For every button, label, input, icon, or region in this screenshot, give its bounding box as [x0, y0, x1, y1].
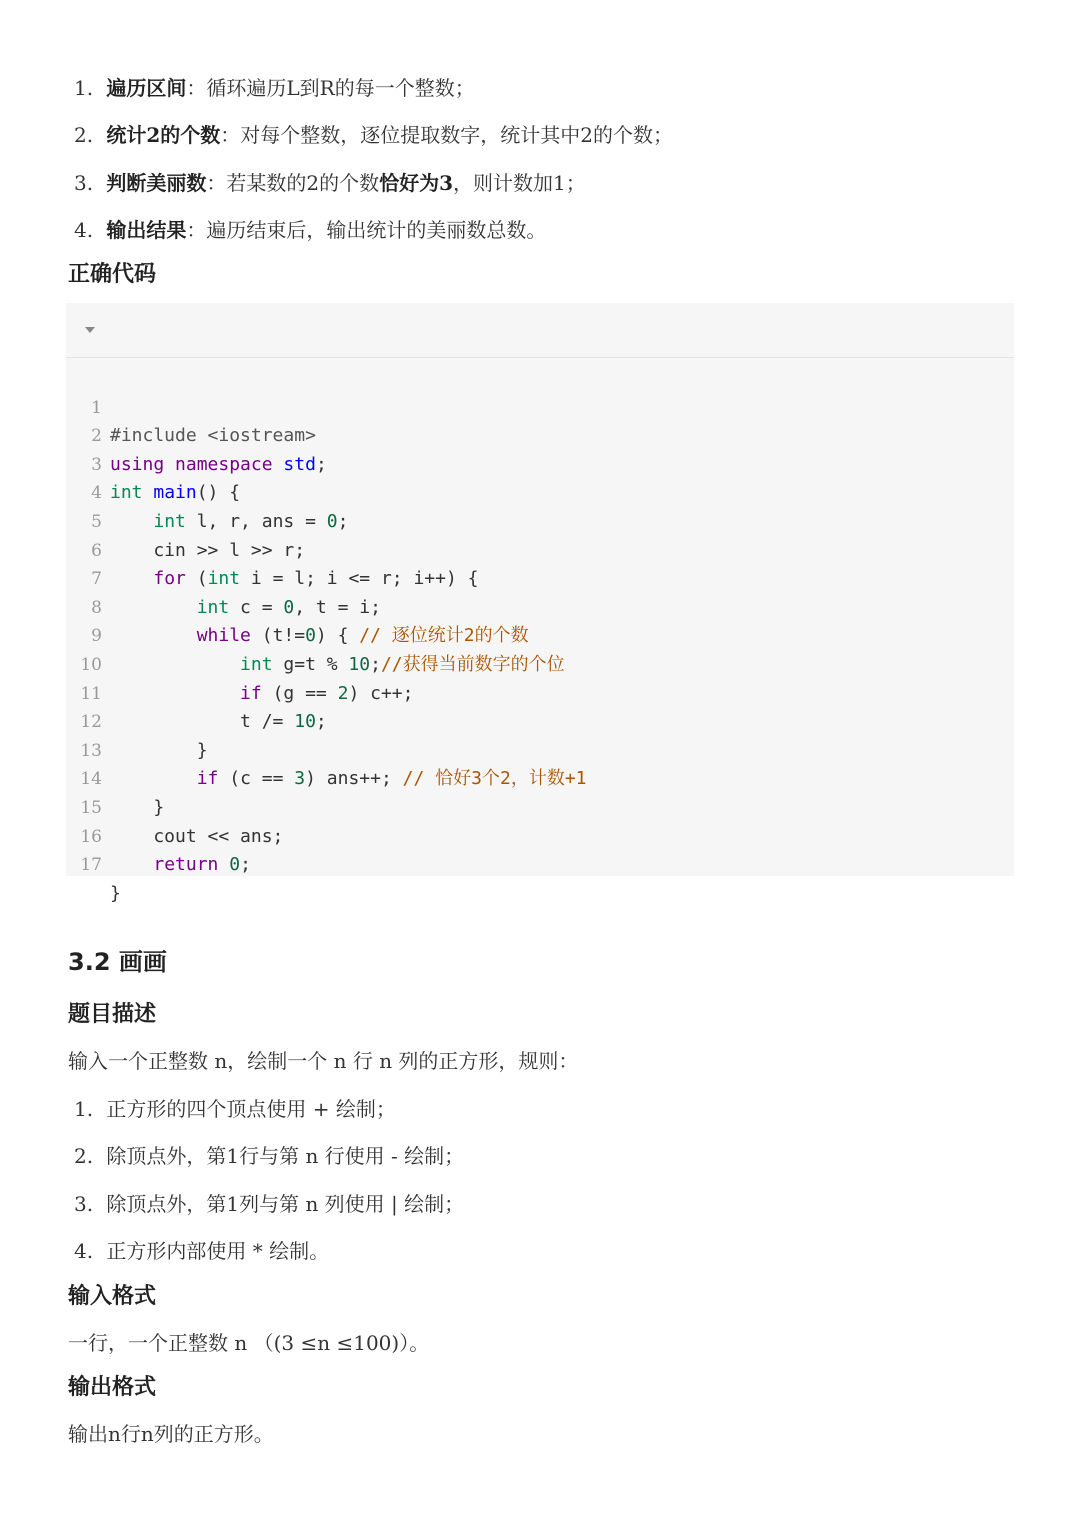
list-item-bold: 恰好为3 [379, 171, 454, 195]
line-number: 16 [80, 826, 102, 847]
output-format-text: 输出n行n列的正方形。 [68, 1422, 274, 1446]
list-number: 1. [74, 1097, 94, 1121]
list-item-text: 除顶点外，第1行与第 n 行使用 - 绘制； [106, 1144, 465, 1168]
line-number: 1 [91, 397, 102, 418]
list-item [74, 1095, 396, 1123]
correct-code-heading: 正确代码 [68, 262, 157, 287]
collapse-toggle-icon[interactable] [85, 327, 95, 333]
list-item [74, 1237, 329, 1265]
code-text: } [110, 882, 121, 904]
code-text: int l, r, ans = 0; [153, 510, 349, 532]
line-number: 12 [80, 712, 102, 733]
code-text: } [110, 796, 165, 818]
line-number: 17 [80, 855, 102, 876]
code-toolbar [66, 303, 1014, 358]
code-text: cin >> l >> r; [110, 539, 306, 561]
code-text: if (c == 3) ans++; // 恰好3个2，计数+1 [196, 768, 587, 790]
line-number: 14 [80, 769, 102, 790]
list-item-bold: 遍历区间 [106, 76, 187, 100]
code-text: if (g == 2) c++; [240, 682, 414, 704]
list-item [74, 121, 673, 149]
list-item [74, 169, 586, 197]
list-number: 4. [74, 1239, 94, 1263]
list-item-bold: 输出结果 [106, 218, 187, 242]
line-number: 6 [91, 540, 102, 561]
line-number: 7 [91, 569, 102, 590]
list-item-text: ：若某数的2的个数 [206, 171, 380, 195]
list-number: 4. [74, 218, 94, 242]
line-number: 13 [80, 740, 102, 761]
list-item-bold: 统计2的个数 [106, 123, 221, 147]
list-number: 3. [74, 1192, 94, 1216]
code-line [66, 823, 153, 904]
line-number: 2 [91, 426, 102, 447]
code-block [66, 303, 1014, 904]
line-number: 8 [91, 597, 102, 618]
list-item-text: 正方形的四个顶点使用 + 绘制； [106, 1097, 396, 1121]
list-item-text: 正方形内部使用 * 绘制。 [106, 1239, 330, 1263]
line-number: 3 [91, 454, 102, 475]
output-format-heading: 输出格式 [68, 1375, 157, 1400]
code-text: } [110, 739, 208, 761]
list-item-text: ：遍历结束后，输出统计的美丽数总数。 [186, 218, 547, 242]
code-text: while (t!=0) { // 逐位统计2的个数 [196, 625, 529, 647]
list-item [74, 216, 546, 244]
list-item [74, 1142, 464, 1170]
line-number: 5 [91, 511, 102, 532]
list-item [74, 74, 475, 102]
code-text: return 0; [153, 854, 251, 876]
list-item-text: ：对每个整数，逐位提取数字，统计其中2的个数； [220, 123, 674, 147]
code-text: int c = 0, t = i; [196, 596, 381, 618]
code-text: t /= 10; [110, 711, 327, 733]
problem-description-heading: 题目描述 [68, 1002, 157, 1027]
list-number: 3. [74, 171, 94, 195]
line-number: 9 [91, 626, 102, 647]
code-text: int main() { [110, 482, 241, 504]
code-line [66, 365, 316, 447]
line-number: 15 [80, 797, 102, 818]
list-number: 2. [74, 123, 94, 147]
code-text: using namespace std; [110, 453, 327, 475]
code-text: #include <iostream> [110, 425, 316, 447]
code-text: cout << ans; [110, 825, 284, 847]
list-item-bold: 判断美丽数 [106, 171, 207, 195]
code-text: for (int i = l; i <= r; i++) { [153, 568, 479, 590]
list-number: 2. [74, 1144, 94, 1168]
list-item-text: 除顶点外，第1列与第 n 列使用 | 绘制； [106, 1192, 465, 1216]
line-number: 4 [91, 483, 102, 504]
problem-text: 输入一个正整数 n，绘制一个 n 行 n 列的正方形，规则： [68, 1049, 579, 1073]
input-format-text: 一行，一个正整数 n （(3 ≤n ≤100)）。 [68, 1331, 430, 1355]
line-number: 11 [80, 683, 102, 704]
list-item-text: ，则计数加1； [453, 171, 586, 195]
list-item [74, 1190, 464, 1218]
list-item-text: ：循环遍历L到R的每一个整数； [186, 76, 475, 100]
section-heading: 3.2 画画 [68, 948, 167, 976]
list-number: 1. [74, 76, 94, 100]
code-text: int g=t % 10;//获得当前数字的个位 [240, 653, 565, 675]
line-number: 10 [80, 654, 102, 675]
input-format-heading: 输入格式 [68, 1284, 157, 1309]
